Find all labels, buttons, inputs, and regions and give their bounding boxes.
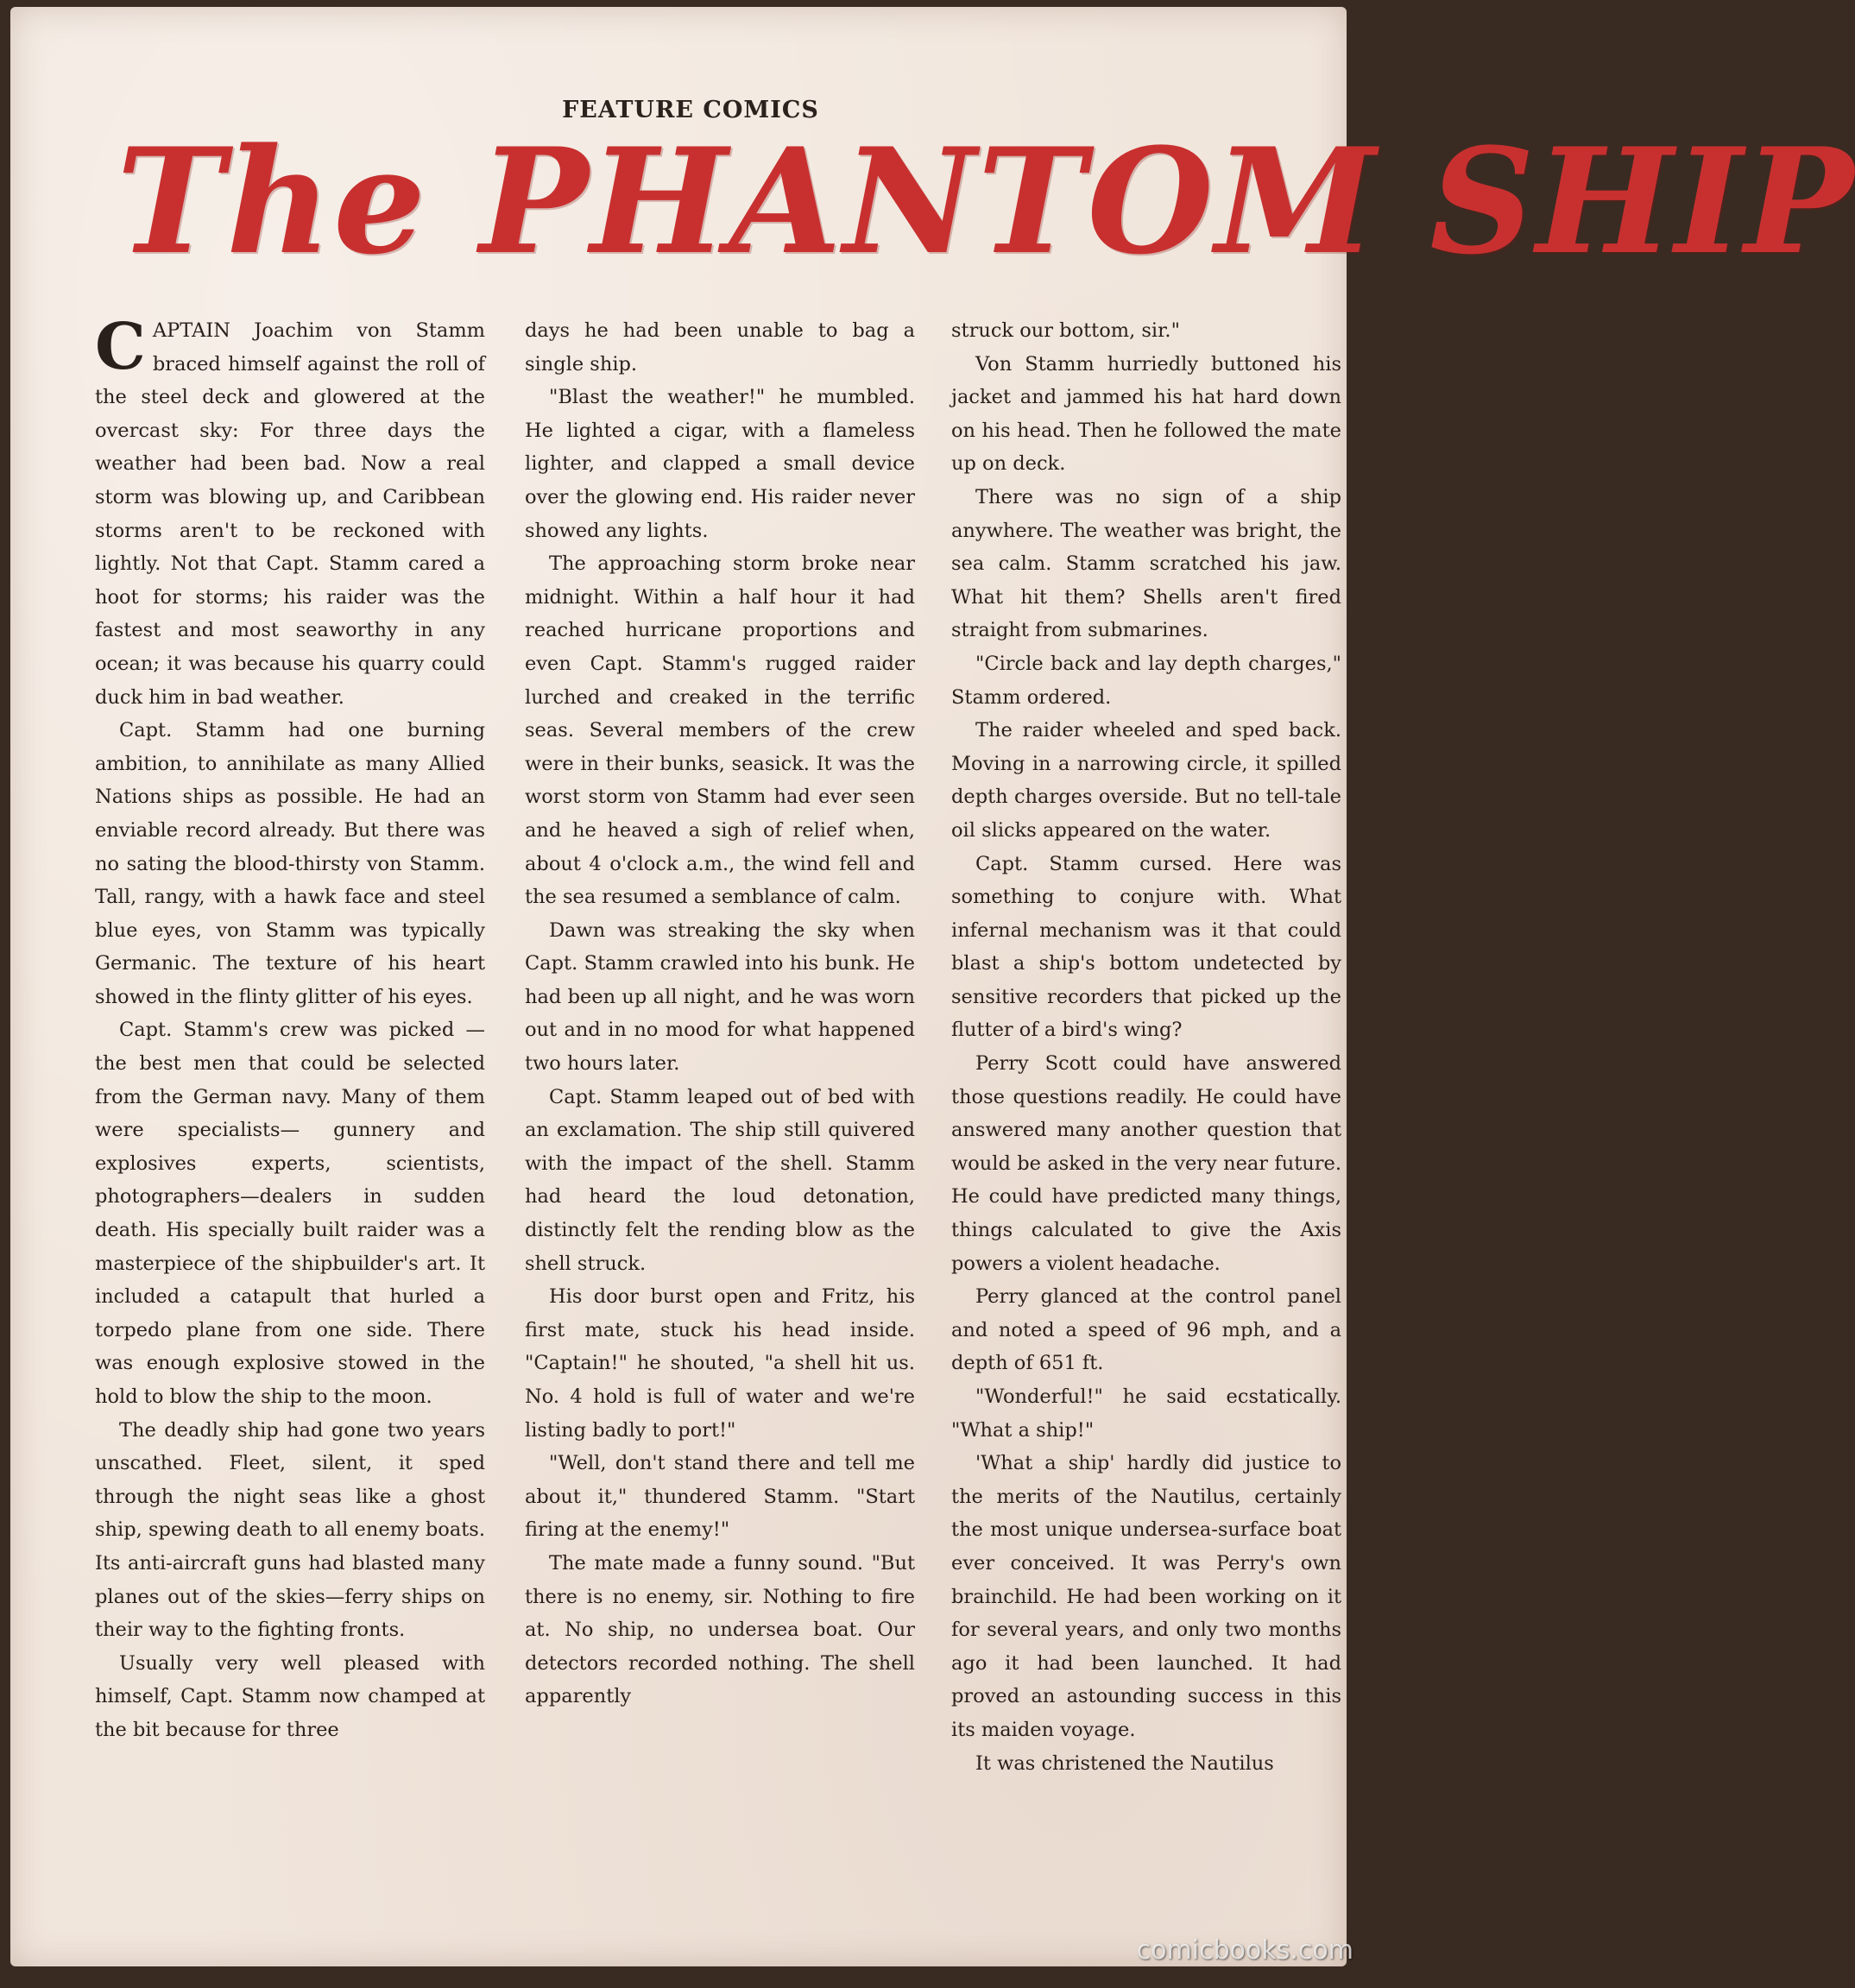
paragraph: The raider wheeled and sped back. Moving in a narrowing circle, it spilled depth charges overside. But no tell-tale oil slicks appeared on the water.: [951, 719, 1341, 842]
paragraph: "Wonderful!" he said ecstatically. "What a ship!": [951, 1385, 1341, 1442]
drop-cap: C: [95, 310, 146, 384]
text-column-3: [951, 314, 1341, 1920]
paragraph: Dawn was streaking the sky when Capt. Stamm crawled into his bunk. He had been up all night, and he was worn out and in no mood for what happened two hours later.: [525, 918, 915, 1076]
paragraph: Perry Scott could have answered those questions readily. He could have answered many another question that would be asked in the very near future. He could have predicted many things, things calculated to give the Axis powers a violent headache.: [951, 1052, 1341, 1275]
paragraph: Capt. Stamm's crew was picked —the best men that could be selected from the German navy. Many of them were specialists— gunnery and explosives experts, scientists, photographers—dealers in sudden death. His specially built raider was a masterpiece of the shipbuilder's art. It included a catapult that hurled a torpedo plane from one side. There was enough explosive stowed in the hold to blow the ship to the moon.: [95, 1019, 485, 1408]
paragraph: Capt. Stamm cursed. Here was something to conjure with. What infernal mechanism was it that could blast a ship's bottom undetected by sensitive recorders that picked up the flutter of a bird's wing?: [951, 852, 1341, 1042]
site-watermark: comicbooks.com: [1136, 1935, 1353, 1966]
paragraph: The mate made a funny sound. "But there is no enemy, sir. Nothing to fire at. No ship, no undersea boat. Our detectors recorded nothing. The shell apparently: [525, 1551, 915, 1708]
publication-header: FEATURE COMICS: [562, 97, 819, 123]
paragraph: "Circle back and lay depth charges," Stamm ordered.: [951, 652, 1341, 709]
paragraph: It was christened the Nautilus: [975, 1751, 1274, 1775]
paragraph: "Blast the weather!" he mumbled. He lighted a cigar, with a flameless lighter, and clapped a small device over the glowing end. His raider never showed any lights.: [525, 386, 915, 542]
paragraph: [95, 310, 485, 714]
paragraph: "Well, don't stand there and tell me about it," thundered Stamm. "Start firing at the enemy!": [525, 1452, 915, 1542]
paragraph: The deadly ship had gone two years unscathed. Fleet, silent, it sped through the night seas like a ghost ship, spewing death to all enemy boats. Its anti-aircraft guns had blasted many planes out of the skies—ferry ships on their way to the fighting fronts.: [95, 1418, 485, 1642]
paragraph: days he had been unable to bag a single ship.: [525, 319, 915, 376]
paragraph: Von Stamm hurriedly buttoned his jacket and jammed his hat hard down on his head. Then he followed the mate up on deck.: [951, 352, 1341, 476]
paragraph: Perry glanced at the control panel and noted a speed of 96 mph, and a depth of 651 ft.: [951, 1285, 1341, 1375]
story-title: The PHANTOM SHIP: [117, 116, 1855, 287]
text-column-1: [95, 310, 485, 1920]
paragraph: 'What a ship' hardly did justice to the merits of the Nautilus, certainly the most unique undersea-surface boat ever conceived. It was Perry's own brainchild. He had been working on it for several years, and only two months ago it had been launched. It had proved an astounding success in this its maiden voyage.: [951, 1452, 1341, 1741]
paragraph-text: APTAIN Joachim von Stamm braced himself against the roll of the steel deck and glowered at the overcast sky: For three days the weather had been bad. Now a real storm was blowing up, and Caribbean storms aren't to be reckoned with lightly. Not that Capt. Stamm cared a hoot for storms; his raider was the fastest and most seaworthy in any ocean; it was because his quarry could duck him in bad weather.: [95, 319, 485, 709]
text-column-2: [525, 314, 915, 1920]
paragraph: Capt. Stamm leaped out of bed with an exclamation. The ship still quivered with the impact of the shell. Stamm had heard the loud detonation, distinctly felt the rending blow as the shell struck.: [525, 1085, 915, 1275]
paragraph: There was no sign of a ship anywhere. The weather was bright, the sea calm. Stamm scratched his jaw. What hit them? Shells aren't fired straight from submarines.: [951, 485, 1341, 642]
paragraph: Usually very well pleased with himself, Capt. Stamm now champed at the bit because for three: [95, 1651, 485, 1741]
paragraph: The approaching storm broke near midnight. Within a half hour it had reached hurricane proportions and even Capt. Stamm's rugged raider lurched and creaked in the terrific seas. Several members of the crew were in their bunks, seasick. It was the worst storm von Stamm had ever seen and he heaved a sigh of relief when, about 4 o'clock a.m., the wind fell and the sea resumed a semblance of calm.: [525, 552, 915, 909]
paragraph: His door burst open and Fritz, his first mate, stuck his head inside. "Captain!" he shouted, "a shell hit us. No. 4 hold is full of water and we're listing badly to port!": [525, 1285, 915, 1442]
paragraph: struck our bottom, sir.": [951, 319, 1180, 342]
paragraph: Capt. Stamm had one burning ambition, to annihilate as many Allied Nations ships as possible. He had an enviable record already. But there was no sating the blood-thirsty von Stamm. Tall, rangy, with a hawk face and steel blue eyes, von Stamm was typically Germanic. The texture of his heart showed in the flinty glitter of his eyes.: [95, 719, 485, 1008]
